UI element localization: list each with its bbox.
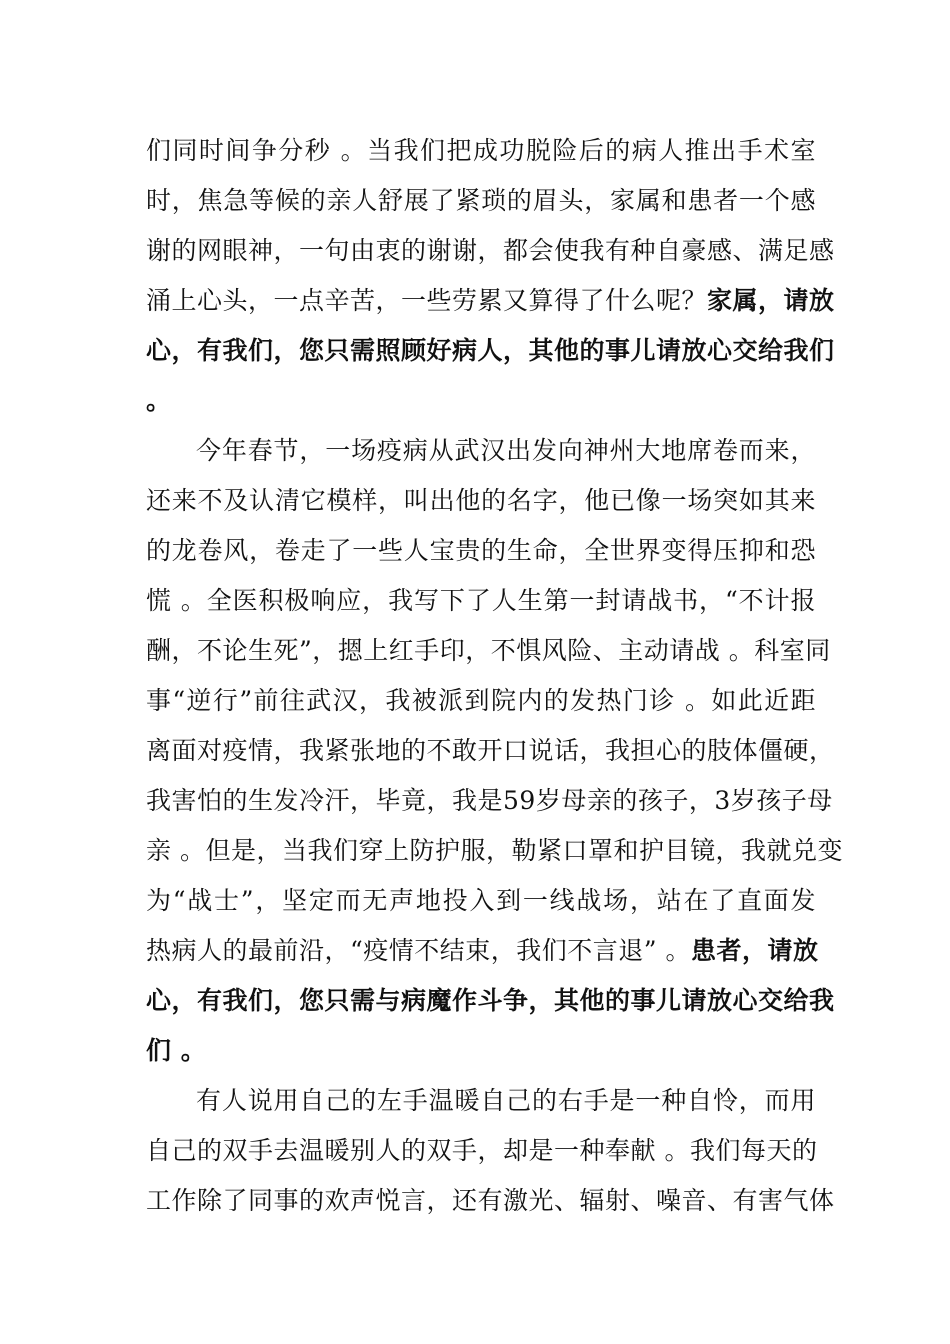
text-line <box>146 1176 835 1226</box>
line-regular-text: 热病人的最前沿，“疫情不结束，我们不言退” 。 <box>146 936 692 965</box>
text-line <box>146 226 835 276</box>
line-regular-text: 事“逆行”前往武汉，我被派到院内的发热门诊 。如此近距 <box>146 686 816 715</box>
text-line <box>146 326 835 376</box>
line-bold-text: 患者，请放 <box>691 936 819 965</box>
text-line <box>146 276 835 326</box>
line-regular-text: 时，焦急等候的亲人舒展了紧琐的眉头，家属和患者一个感 <box>146 186 816 215</box>
line-regular-text: 为“战士”，坚定而无声地投入到一线战场，站在了直面发 <box>146 886 816 915</box>
text-line <box>146 776 833 826</box>
line-regular-text: 今年春节，一场疫病从武汉出发向神州大地席卷而来， <box>196 436 816 465</box>
line-regular-text: 们同时间争分秒 。当我们把成功脱险后的病人推出手术室 <box>146 136 816 165</box>
text-line <box>146 176 816 226</box>
text-line <box>146 426 816 476</box>
line-bold-text: 们 。 <box>146 1036 207 1065</box>
text-line <box>146 1076 816 1126</box>
text-line <box>146 1126 816 1176</box>
text-line <box>146 626 831 676</box>
line-regular-text: 的龙卷风，卷走了一些人宝贵的生命，全世界变得压抑和恐 <box>146 536 816 565</box>
text-line <box>146 926 819 976</box>
line-regular-text: 有人说用自己的左手温暖自己的右手是一种自怜，而用 <box>196 1086 816 1115</box>
line-bold-text: 。 <box>146 386 172 415</box>
text-line <box>146 526 816 576</box>
text-line <box>146 476 816 526</box>
line-regular-text: 慌 。全医积极响应，我写下了人生第一封请战书，“不计报 <box>146 586 816 615</box>
line-regular-text: 酬，不论生死”，摁上红手印，不惧风险、主动请战 。科室同 <box>146 636 831 665</box>
line-bold-text: 心，有我们，您只需与病魔作斗争，其他的事儿请放心交给我 <box>146 986 835 1015</box>
text-line <box>146 826 843 876</box>
text-line <box>146 576 816 626</box>
line-bold-text: 家属，请放 <box>707 286 835 315</box>
text-line <box>146 726 835 776</box>
document-body-text <box>146 126 843 1226</box>
line-regular-text: 涌上心头，一点辛苦，一些劳累又算得了什么呢？ <box>146 286 708 315</box>
text-line <box>146 126 816 176</box>
text-line <box>146 976 835 1026</box>
text-line <box>146 1026 816 1076</box>
line-regular-text: 谢的网眼神，一句由衷的谢谢，都会使我有种自豪感、满足感 <box>146 236 835 265</box>
line-regular-text: 我害怕的生发冷汗，毕竟，我是59岁母亲的孩子，3岁孩子母 <box>146 786 833 815</box>
line-regular-text: 自己的双手去温暖别人的双手，却是一种奉献 。我们每天的 <box>146 1136 818 1165</box>
line-regular-text: 亲 。但是，当我们穿上防护服，勒紧口罩和护目镜，我就兑变 <box>146 836 843 865</box>
text-line <box>146 676 816 726</box>
line-bold-text: 心，有我们，您只需照顾好病人，其他的事儿请放心交给我们 <box>146 336 835 365</box>
line-regular-text: 工作除了同事的欢声悦言，还有激光、辐射、噪音、有害气体 <box>146 1186 835 1215</box>
line-regular-text: 还来不及认清它模样，叫出他的名字，他已像一场突如其来 <box>146 486 816 515</box>
text-line <box>146 376 816 426</box>
line-regular-text: 离面对疫情，我紧张地的不敢开口说话，我担心的肢体僵硬， <box>146 736 835 765</box>
text-line <box>146 876 816 926</box>
